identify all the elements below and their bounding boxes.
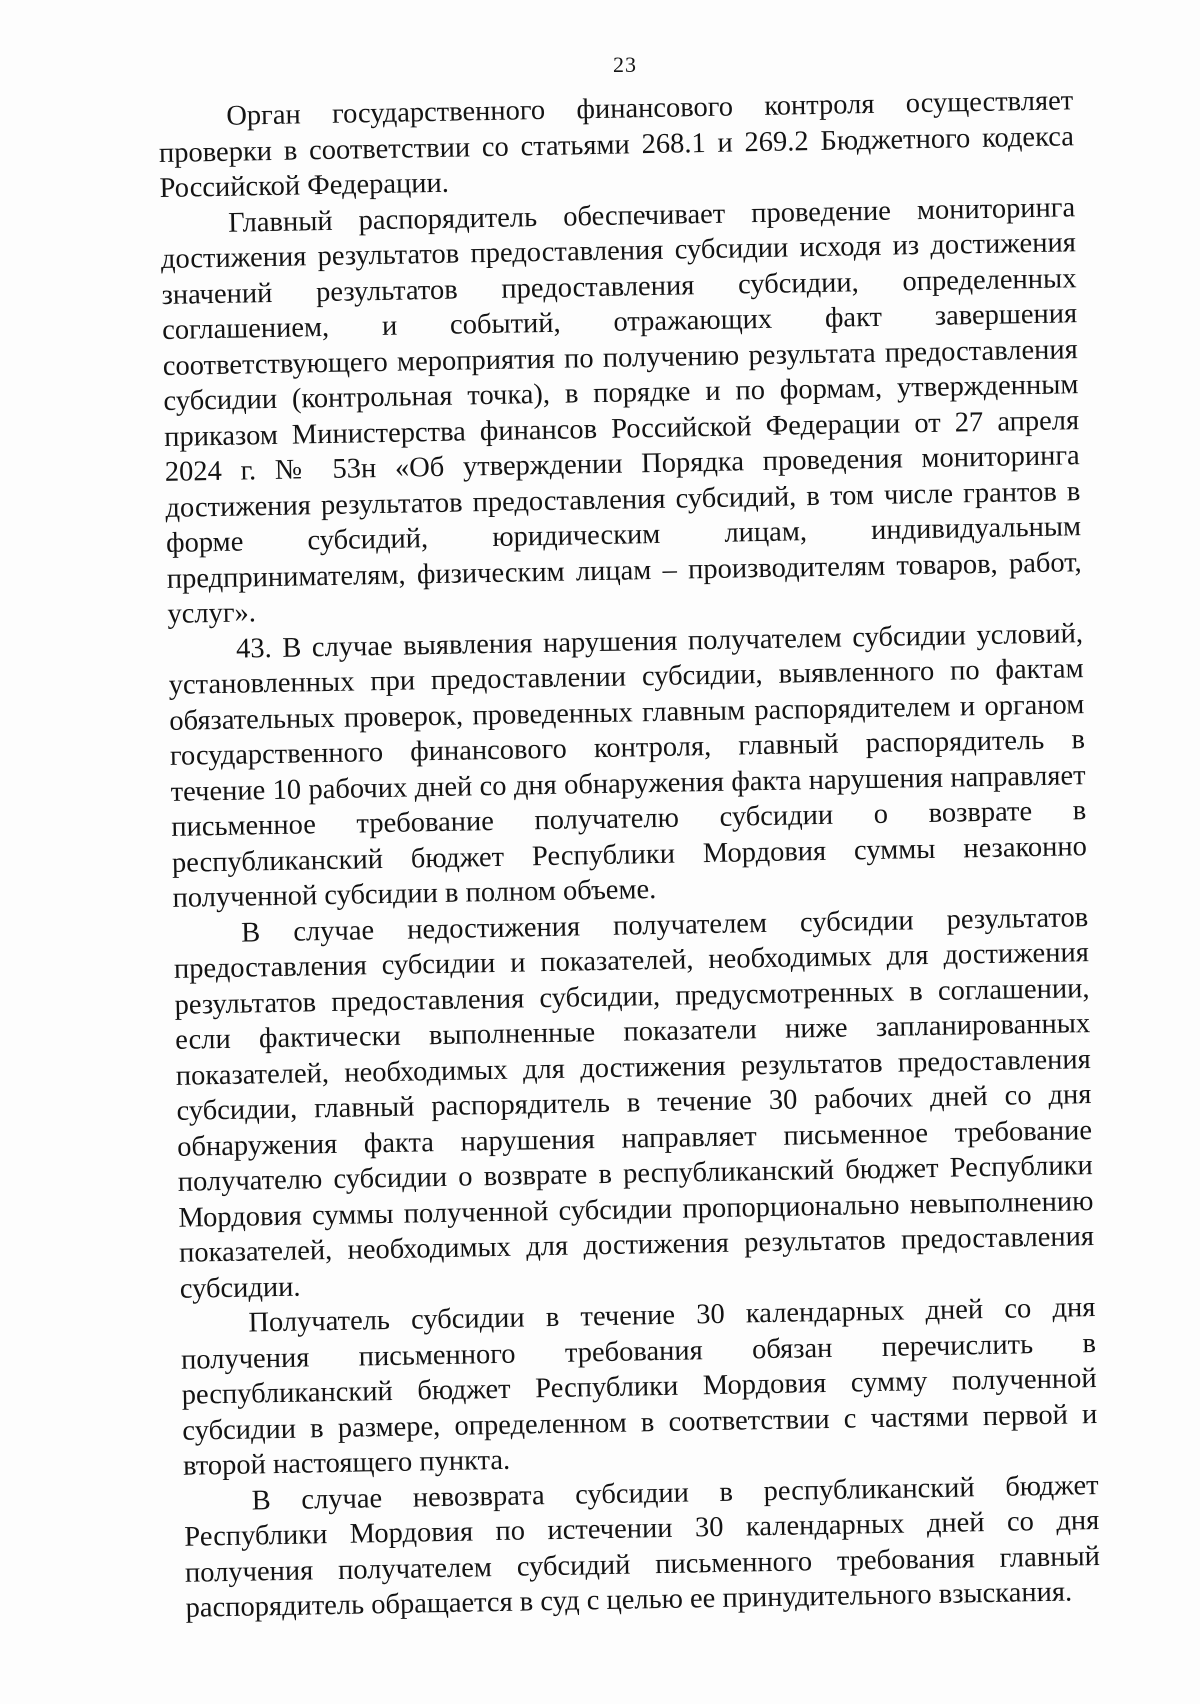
paragraph-refund-deadline: Получатель субсидии в течение 30 календарных дней со дня получения письменного требования обязан перечислить в республиканский бюджет Республики Мордовия сумму полученной субсидии в размере, определенном в соответствии с частями первой и второй настоящего пункта. [180,1292,1098,1482]
paragraph-monitoring: Главный распорядитель обеспечивает проведение мониторинга достижения результатов предоставления субсидии исходя из достижения значений результатов предоставления субсидии, определенных соглашением, и событий, отражающих факт завершения соответствующего мероприятия по получению результата предоставления субсидии (контрольная точка), в порядке и по формам, утвержденным приказом Министерства финансов Российской Федерации от 27 апреля 2024 г. № 53н «Об утверждении Порядка проведения мониторинга достижения результатов предоставления субсидий, в том числе грантов в форме субсидий, юридическим лицам, индивидуальным предпринимателям, физическим лицам – производителям товаров, работ, услуг». [160,191,1082,630]
page-number: 23 [613,52,637,77]
document-body [158,83,1101,1626]
paragraph-results-not-achieved: В случае недостижения получателем субсидии результатов предоставления субсидии и показателей, необходимых для достижения результатов предоставления субсидии, предусмотренных в соглашении, если фактически выполненные показатели ниже запланированных показателей, необходимых для достижения результатов предоставления субсидии, главный распорядитель в течение 30 рабочих дней со дня обнаружения факта нарушения направляет письменное требование получателю субсидии о возврате в республиканский бюджет Республики Мордовия суммы полученной субсидии пропорционально невыполнению показателей, необходимых для достижения результатов предоставления субсидии. [173,901,1095,1305]
paragraph-43-violation-refund: 43. В случае выявления нарушения получателем субсидии условий, установленных при предоставлении субсидии, выявленного по фактам обязательных проверок, проведенных главным распорядителем и органом государственного финансового контроля, главный распорядитель в течение 10 рабочих дней со дня обнаружения факта нарушения направляет письменное требование получателю субсидии о возврате в республиканский бюджет Республики Мордовия суммы незаконно полученной субсидии в полном объеме. [168,617,1088,914]
paragraph-control-body-inspections: Орган государственного финансового контроля осуществляет проверки в соответствии со статьями 268.1 и 269.2 Бюджетного кодекса Российской Федерации. [158,85,1075,204]
paragraph-court-recovery: В случае невозврата субсидии в республиканский бюджет Республики Мордовия по истечении 30 календарных дней со дня получения получателем субсидий письменного требования главный распорядитель обращается в суд с целью ее принудительного взыскания. [184,1469,1101,1624]
